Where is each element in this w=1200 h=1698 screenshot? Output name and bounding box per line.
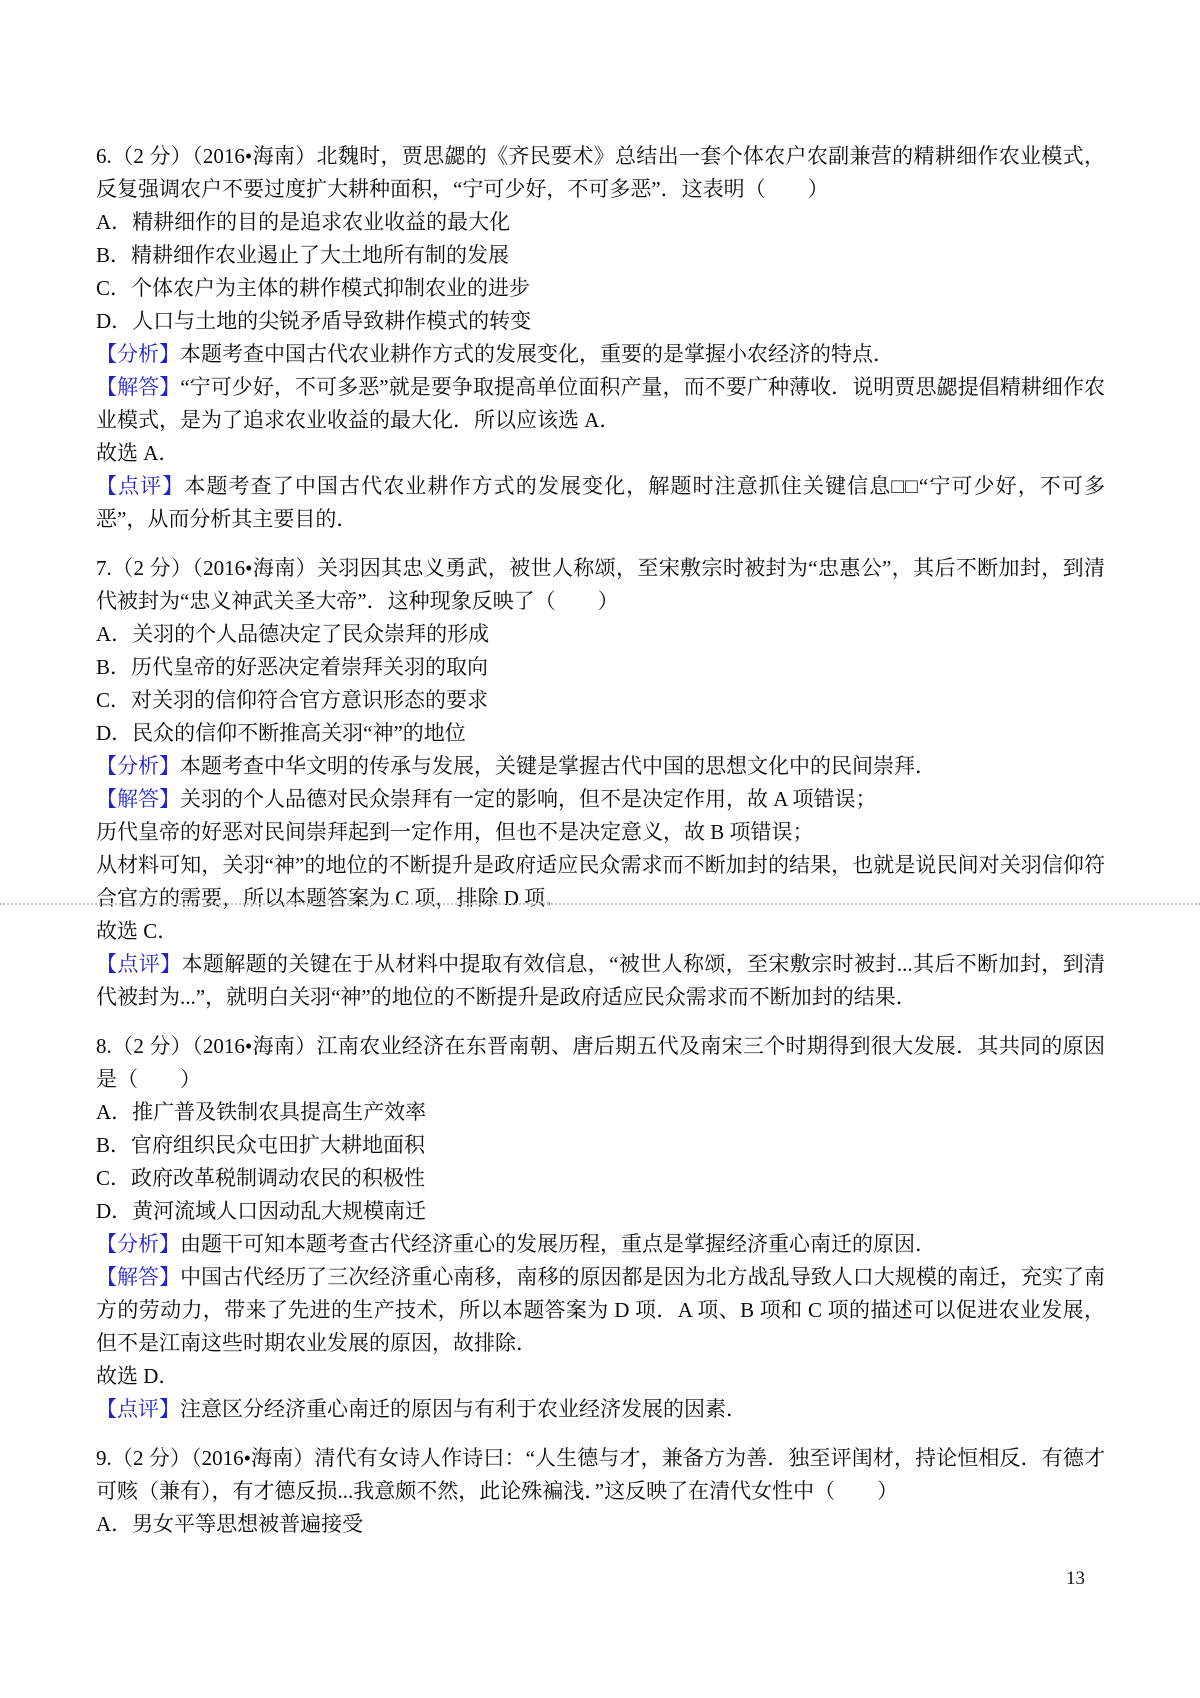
question-8-option-a: A．推广普及铁制农具提高生产效率 (96, 1100, 427, 1124)
question-7-option-d: D．民众的信仰不断推高关羽“神”的地位 (96, 721, 466, 745)
question-6-option-b: B．精耕细作农业遏止了大土地所有制的发展 (96, 243, 510, 267)
question-6-comment (96, 470, 1105, 536)
question-6-analysis (96, 338, 1105, 371)
question-7-option-a: A．关羽的个人品德决定了民众崇拜的形成 (96, 622, 490, 646)
question-6-option-a: A．精耕细作的目的是追求农业收益的最大化 (96, 210, 511, 234)
question-8-answer (96, 1261, 1105, 1360)
analysis-text: 本题考查中国古代农业耕作方式的发展变化，重要的是掌握小农经济的特点． (180, 342, 894, 366)
question-6-option-d: D．人口与土地的尖锐矛盾导致耕作模式的转变 (96, 309, 532, 333)
question-7-stem: 7.（2 分）（2016•海南）关羽因其忠义勇武，被世人称颂，至宋敷宗时被封为“忠惠公”，其后不断加封，到清代被封为“忠义神武关圣大帝”．这种现象反映了（ ） (96, 556, 1105, 613)
answer-label: 【解答】 (96, 787, 180, 811)
question-8-option-d: D．黄河流域人口因动乱大规模南迁 (96, 1199, 427, 1223)
question-6 (96, 140, 1105, 536)
question-9 (96, 1442, 1105, 1541)
analysis-label: 【分析】 (96, 342, 180, 366)
question-7 (96, 552, 1105, 1014)
analysis-label: 【分析】 (96, 754, 180, 778)
analysis-text: 由题干可知本题考查古代经济重心的发展历程，重点是掌握经济重心南迁的原因． (180, 1232, 936, 1256)
answer-text: 关羽的个人品德对民众崇拜有一定的影响，但不是决定作用，故 A 项错误； (180, 787, 877, 811)
question-7-option-c: C．对关羽的信仰符合官方意识形态的要求 (96, 688, 489, 712)
question-9-stem: 9.（2 分）（2016•海南）清代有女诗人作诗曰：“人生德与才，兼备方为善．独至评闺材，持论恒相反．有德才可赅（兼有），有才德反损...我意颇不然，此论殊褊浅．”这反映了在清代女性中（ ） (96, 1446, 1105, 1503)
question-9-option-a: A．男女平等思想被普遍接受 (96, 1512, 364, 1536)
page-number: 13 (1066, 1568, 1085, 1589)
question-7-answer-p2: 历代皇帝的好恶对民间崇拜起到一定作用，但也不是决定意义，故 B 项错误； (96, 820, 814, 844)
answer-label: 【解答】 (96, 375, 181, 399)
comment-label: 【点评】 (96, 952, 182, 976)
question-6-option-c: C．个体农户为主体的耕作模式抑制农业的进步 (96, 276, 531, 300)
question-7-option-b: B．历代皇帝的好恶决定着崇拜关羽的取向 (96, 655, 489, 679)
question-8-option-b: B．官府组织民众屯田扩大耕地面积 (96, 1133, 426, 1157)
question-6-stem: 6.（2 分）（2016•海南）北魏时，贾思勰的《齐民要术》总结出一套个体农户农副兼营的精耕细作农业模式，反复强调农户不要过度扩大耕种面积，“宁可少好，不可多恶”．这表明（ ） (96, 144, 1105, 201)
question-7-comment (96, 948, 1105, 1014)
question-8 (96, 1030, 1105, 1426)
question-8-comment (96, 1393, 1105, 1426)
question-7-answer-p1 (96, 783, 1105, 816)
question-6-conclusion: 故选 A． (96, 441, 180, 465)
analysis-text: 本题考查中华文明的传承与发展，关键是掌握古代中国的思想文化中的民间崇拜． (180, 754, 936, 778)
question-8-conclusion: 故选 D． (96, 1364, 180, 1388)
question-7-answer-p3: 从材料可知，关羽“神”的地位的不断提升是政府适应民众需求而不断加封的结果，也就是说民间对关羽信仰符合官方的需要，所以本题答案为 C 项，排除 D 项． (96, 853, 1105, 910)
question-7-conclusion: 故选 C． (96, 919, 179, 943)
question-6-answer (96, 371, 1105, 437)
analysis-label: 【分析】 (96, 1232, 180, 1256)
question-8-option-c: C．政府改革税制调动农民的积极性 (96, 1166, 426, 1190)
page-break-divider (0, 903, 1200, 905)
answer-label: 【解答】 (96, 1265, 181, 1289)
comment-text: 本题考查了中国古代农业耕作方式的发展变化，解题时注意抓住关键信息□□“宁可少好，不可多恶”，从而分析其主要目的． (96, 474, 1105, 531)
comment-text: 本题解题的关键在于从材料中提取有效信息，“被世人称颂，至宋敷宗时被封...其后不断加封，到清代被封为...”，就明白关羽“神”的地位的不断提升是政府适应民众需求而不断加封的结果． (96, 952, 1105, 1009)
answer-text: 中国古代经历了三次经济重心南移，南移的原因都是因为北方战乱导致人口大规模的南迁，充实了南方的劳动力，带来了先进的生产技术，所以本题答案为 D 项．A 项、B 项和 C 项的描述可以促进农业发展，但不是江南这些时期农业发展的原因，故排除． (96, 1265, 1106, 1355)
comment-label: 【点评】 (96, 1397, 180, 1421)
comment-text: 注意区分经济重心南迁的原因与有利于农业经济发展的因素． (180, 1397, 747, 1421)
comment-label: 【点评】 (96, 474, 185, 498)
question-8-analysis (96, 1228, 1105, 1261)
question-7-analysis (96, 750, 1105, 783)
question-8-stem: 8.（2 分）（2016•海南）江南农业经济在东晋南朝、唐后期五代及南宋三个时期得到很大发展．其共同的原因是（ ） (96, 1034, 1105, 1091)
answer-text: “宁可少好，不可多恶”就是要争取提高单位面积产量，而不要广种薄收．说明贾思勰提倡精耕细作农业模式，是为了追求农业收益的最大化．所以应该选 A． (96, 375, 1105, 432)
